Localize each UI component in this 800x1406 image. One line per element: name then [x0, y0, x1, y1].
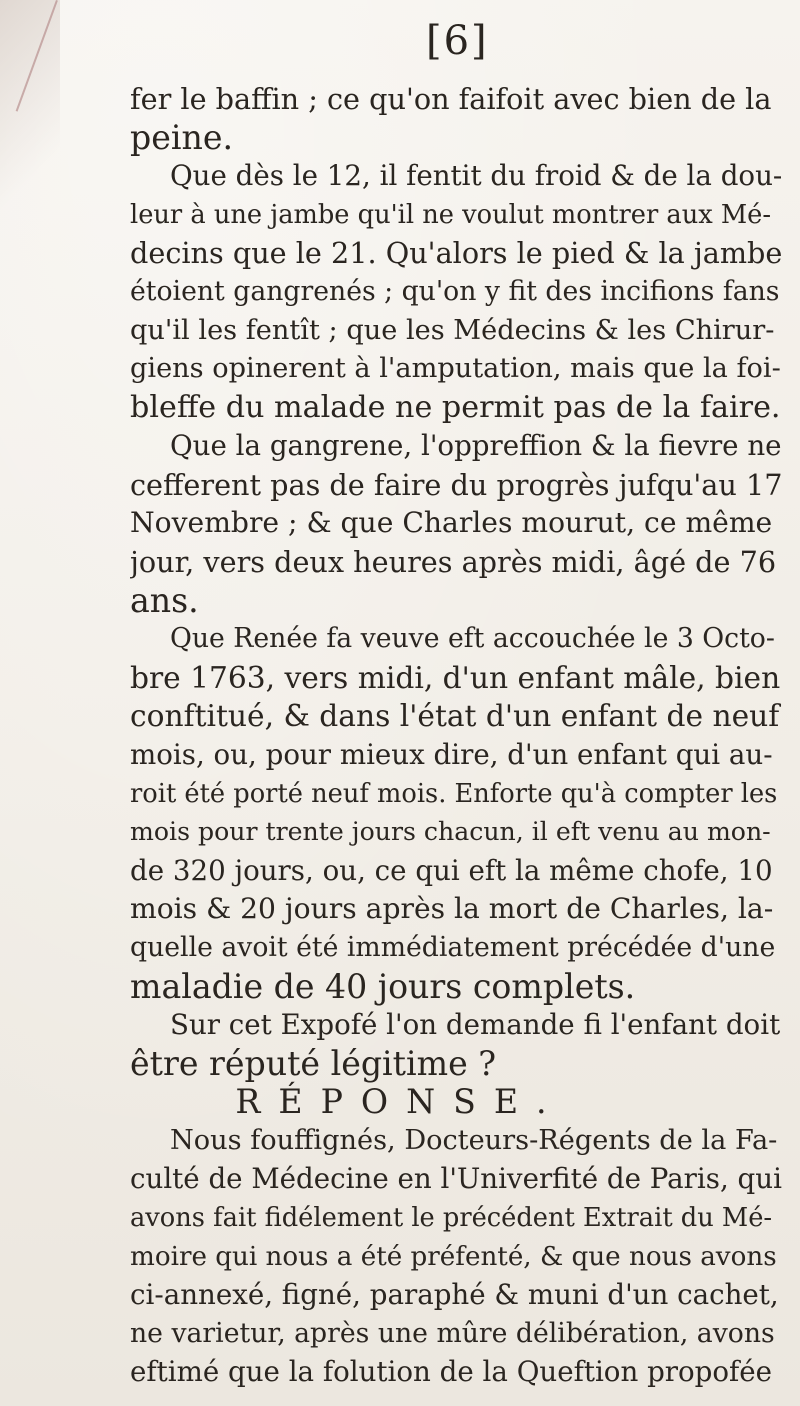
text-line: étoient gangrenés ; qu'on y fit des incifions fans	[130, 275, 780, 307]
text-line: mois, ou, pour mieux dire, d'un enfant qui au-	[130, 738, 773, 771]
text-line: bre 1763, vers midi, d'un enfant mâle, bien	[130, 659, 781, 695]
text-line: Sur cet Expofé l'on demande fi l'enfant doit	[170, 1008, 781, 1042]
text-line: Novembre ; & que Charles mourut, ce même	[130, 506, 773, 540]
text-line: de 320 jours, ou, ce qui eft la même chofe, 10	[130, 853, 773, 887]
text-line: Que la gangrene, l'oppreffion & la fievre ne	[170, 429, 782, 463]
text-line: mois & 20 jours après la mort de Charles, la-	[130, 892, 774, 926]
text-line: eftimé que la folution de la Queftion propofée	[130, 1355, 773, 1389]
text-line: leur à une jambe qu'il ne voulut montrer aux Mé-	[130, 199, 772, 230]
text-line: Que dès le 12, il fentit du froid & de la dou-	[170, 159, 782, 193]
text-line: cefferent pas de faire du progrès jufqu'au 17	[130, 467, 782, 502]
text-line: jour, vers deux heures après midi, âgé de 76	[130, 545, 777, 580]
text-line: qu'il les fentît ; que les Médecins & les Chirur-	[130, 314, 775, 346]
text-line: bleffe du malade ne permit pas de la faire.	[130, 389, 781, 425]
text-line: giens opinerent à l'amputation, mais que la foi-	[130, 353, 781, 385]
text-line: mois pour trente jours chacun, il eft venu au mon-	[130, 817, 771, 847]
text-line: quelle avoit été immédiatement précédée d'une	[130, 931, 776, 963]
text-line: peine.	[130, 118, 234, 157]
text-line: être réputé légitime ?	[130, 1044, 497, 1083]
text-line: ans.	[130, 581, 199, 620]
text-line: Nous fouffignés, Docteurs-Régents de la Fa-	[170, 1124, 778, 1156]
text-line: roit été porté neuf mois. Enforte qu'à compter les	[130, 778, 778, 809]
text-line: Que Renée fa veuve eft accouchée le 3 Octo-	[170, 623, 775, 655]
text-line: ci-annexé, figné, paraphé & muni d'un cachet,	[130, 1278, 779, 1312]
text-line: avons fait fidélement le précédent Extrait du Mé-	[130, 1203, 773, 1234]
page-gutter-shadow	[0, 0, 60, 240]
text-line: fer le baffin ; ce qu'on faifoit avec bien de la	[130, 82, 772, 116]
text-line: ne varietur, après une mûre délibération, avons	[130, 1317, 775, 1349]
text-line: conftitué, & dans l'état d'un enfant de neuf	[130, 698, 780, 734]
page-number: [6]	[426, 18, 489, 64]
text-line: maladie de 40 jours complets.	[130, 967, 636, 1006]
text-line: moire qui nous a été préfenté, & que nous avons	[130, 1241, 777, 1272]
text-line: culté de Médecine en l'Univerfité de Paris, qui	[130, 1162, 782, 1196]
text-line: decins que le 21. Qu'alors le pied & la jambe	[130, 236, 782, 271]
section-heading: RÉPONSE.	[235, 1082, 565, 1122]
